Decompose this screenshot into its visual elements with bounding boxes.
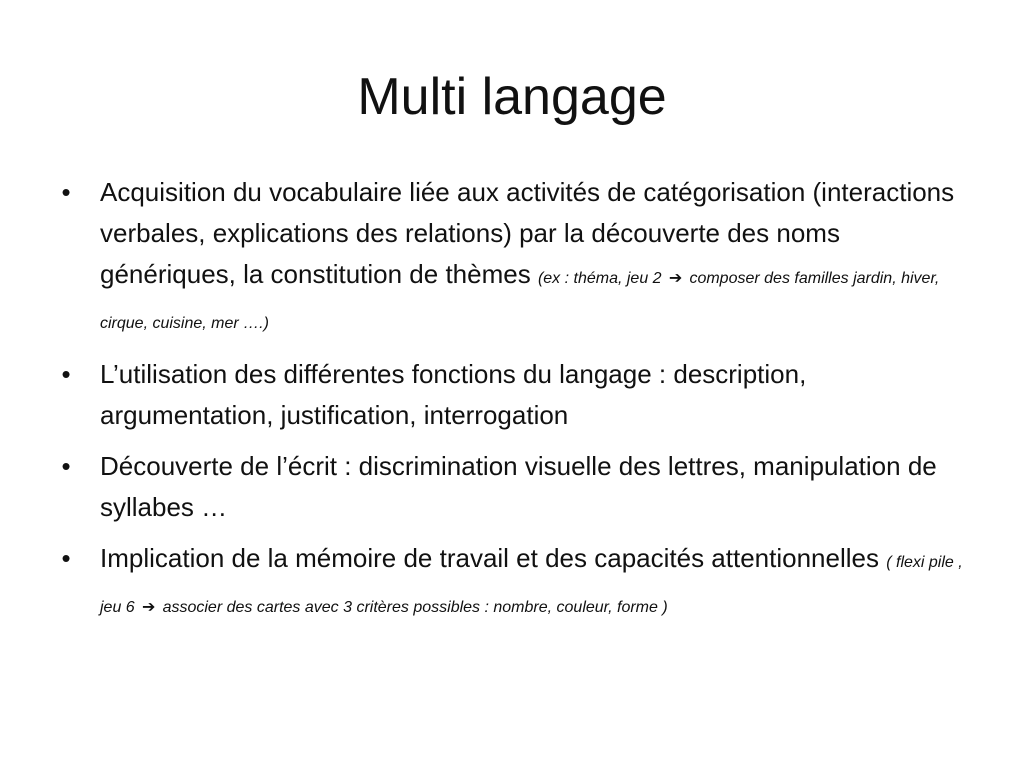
bullet-item-vocabulary [56,172,976,344]
bullet-list [56,172,976,628]
bullet-item-memory [56,538,976,628]
slide-title: Multi langage [357,68,667,126]
arrow-right-icon: ➔ [141,599,156,616]
bullet-icon: • [61,543,71,573]
bullet-note-start: (ex : théma, jeu 2 [537,270,662,287]
bullet-note-end: associer des cartes avec 3 critères possibles : nombre, couleur, forme ) [162,599,668,616]
bullet-note-end: composer des familles jardin, hiver, cirque, cuisine, mer ….) [100,270,940,332]
bullet-text: Découverte de l’écrit : discrimination visuelle des lettres, manipulation de syllabes … [100,451,937,522]
bullet-icon: • [61,177,71,207]
arrow-right-icon: ➔ [668,270,683,287]
slide-content [56,172,976,638]
bullet-text: Implication de la mémoire de travail et des capacités attentionnelles [100,543,879,573]
bullet-text: L’utilisation des différentes fonctions du langage : description, argumentation, justification, interrogation [100,359,807,430]
bullet-item-language-functions [56,354,976,436]
bullet-text: Acquisition du vocabulaire liée aux activités de catégorisation (interactions verbales, explications des relations) par la découverte des noms génériques, la constitution de thèmes [100,177,955,289]
bullet-icon: • [61,359,71,389]
bullet-note-start: ( flexi pile , jeu 6 [100,554,963,616]
bullet-icon: • [61,451,71,481]
bullet-item-writing [56,446,976,528]
